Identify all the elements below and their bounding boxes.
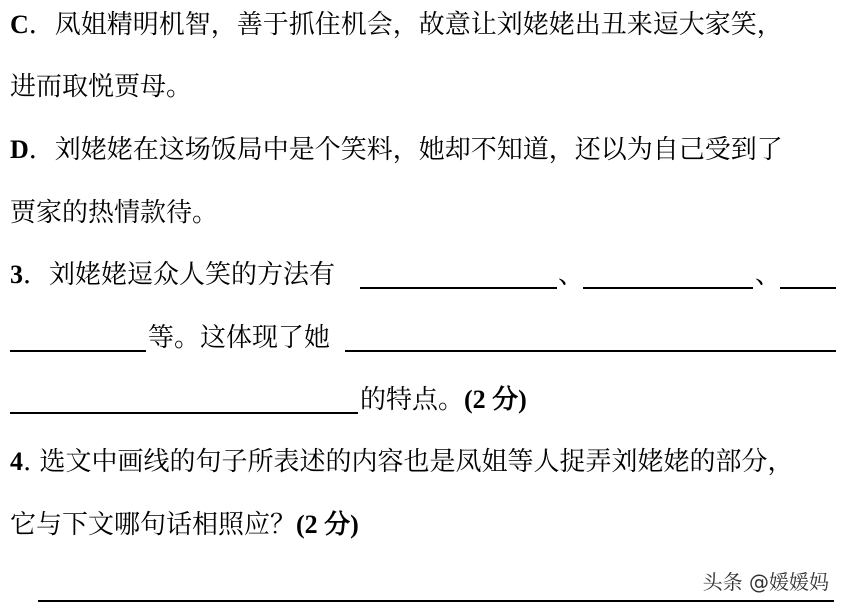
option-d-line-2 xyxy=(10,196,837,230)
answer-blank-3b[interactable] xyxy=(10,350,146,352)
option-d-text-2: 贾家的热情款待。 xyxy=(10,198,219,228)
option-d-line-1 xyxy=(10,133,837,167)
option-c-text-2: 进而取悦贾母。 xyxy=(10,72,193,102)
question-4-line-1 xyxy=(10,445,837,479)
question-3-line-3 xyxy=(360,383,527,417)
option-d-text-1: ．刘姥姥在这场饭局中是个笑料，她却不知道，还以为自己受到了 xyxy=(28,135,783,165)
option-c-line-1 xyxy=(10,8,837,42)
question-3-number: 3 xyxy=(10,260,23,289)
option-d-letter: D xyxy=(10,135,29,164)
answer-blank-1[interactable] xyxy=(360,287,557,289)
answer-blank-3a[interactable] xyxy=(780,287,836,289)
watermark: 头条 @媛媛妈 xyxy=(702,570,829,594)
question-3-score: (2 分) xyxy=(464,385,527,414)
separator-2 xyxy=(755,258,781,292)
separator-2-text: 、 xyxy=(755,260,782,290)
answer-blank-2[interactable] xyxy=(583,287,753,289)
answer-blank-5[interactable] xyxy=(38,600,834,602)
question-4-text-2: 它与下文哪句话相照应？ xyxy=(10,510,297,540)
option-c-text-1: ．凤姐精明机智，善于抓住机会，故意让刘姥姥出丑来逗大家笑， xyxy=(28,10,783,40)
question-3-end: 的特点。 xyxy=(360,385,465,415)
option-c-letter: C xyxy=(10,10,29,39)
question-4-number: 4 xyxy=(10,447,23,476)
separator-1-text: 、 xyxy=(558,260,585,290)
question-3-line-2 xyxy=(148,321,330,355)
separator-1 xyxy=(558,258,584,292)
question-3-mid: 等。这体现了她 xyxy=(148,323,331,353)
answer-blank-4a[interactable] xyxy=(345,350,836,352)
question-3-stem: ．刘姥姥逗众人笑的方法有 xyxy=(23,260,336,290)
answer-blank-4b[interactable] xyxy=(10,412,358,414)
question-4-text-1: . 选文中画线的句子所表述的内容也是凤姐等人捉弄刘姥姥的部分， xyxy=(23,447,794,477)
question-4-score: (2 分) xyxy=(296,510,359,539)
question-4-line-2 xyxy=(10,508,837,542)
option-c-line-2 xyxy=(10,70,837,104)
